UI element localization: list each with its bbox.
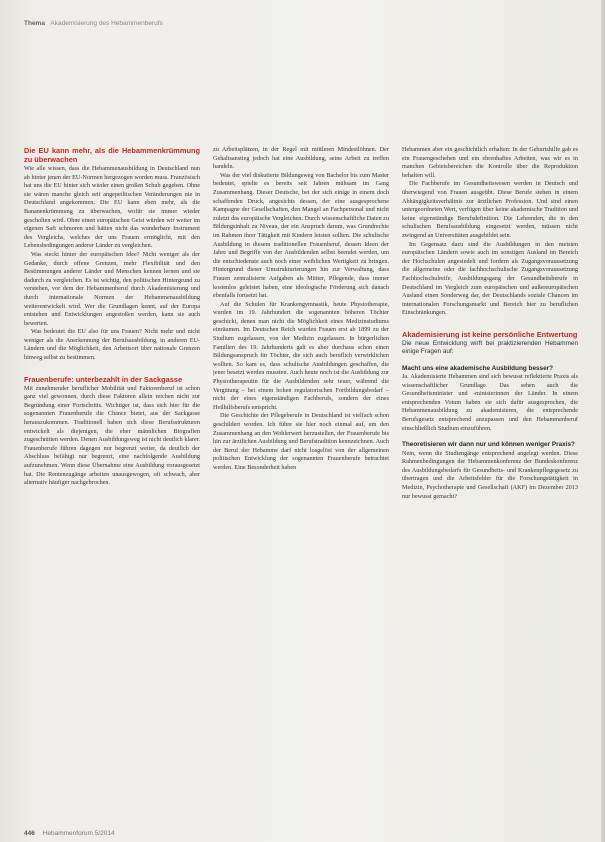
page-number: 446 xyxy=(24,830,35,837)
paragraph: Auf die Schulen für Krankengymnastik, heute Physiotherapie, wurden im 19. Jahrhundert die sogenannten höheren Töchter geschickt, denen man nicht die Möglichkeit eines Medizinstudiums einräumen. Im Deutschen Reich wurden Frauen erst ab 1899 zu der Studium zugelassen, von der Medizin zugelassen. In bürgerlichen Familien des 19. Jahrhunderts galt es aber durchaus schon einen Bildungsanspruch für Töchter, die sich auch beruflich verwirklichen wollten. So kam es, dass schulische Ausbildungen geschaffen, die jener besetzt werden mussten. Auch heute noch ist die Ausbildung zur Physiotherapeutin für die Ausbildenden sehr teuer, während die Vergütung – bei einem hohen regulatorischen Fortbildungsbedarf – nicht der eines eigenständigen Fachberufs, sondern der eines Heilhilfsberufs entspricht. xyxy=(213,300,389,411)
answer-paragraph: Ja. Akademisierte Hebammen sind sich bewusst reflektierte Praxis als wissenschaftlicher Grundlage. Das sehen auch die Gesundheitsminister und -ministerinnen der Länder. In einem entsprechenden Votum haben sie sich dafür ausgesprochen, die Hebammenausbildung zu akademisieren, die entsprechende Berufsgesetz entsprechend anzupassen und den Hebammenberuf einschließlich Studium einzuführen. xyxy=(402,373,578,432)
page-edge-shadow xyxy=(601,0,605,842)
question-heading: Theoretisieren wir dann nur und können weniger Praxis? xyxy=(402,441,575,449)
paragraph: Wie alle wissen, dass die Hebammenausbildung in Deutschland nun ab hinter jenen der EU-Normen hergezogen worden muss. Französisch hat uns die EU hinter sich wieder einen großen Schub gegeben. Ohne sie wären manche gleich seit angepeiltischen Veränderungen nie in Deutschland angekommen. Die EU kann eben mehr, als die Bananenkrümmung zu überwachen, wofür sie immer wieder gescholten wird. Ohne einen europäischen Geist würden wir weiter im eigenen Saft schmoren und hätten nicht das wunderbare Instrument des Vergleichs, welches der uns Frauen ermöglicht, mit den Lebensbedingungen anderer Länder zu vergleichen. xyxy=(24,165,200,250)
page-footer xyxy=(24,830,115,837)
question-heading: Macht uns eine akademische Ausbildung besser? xyxy=(402,364,554,372)
section-heading-frauenberufe: Frauenberufe: unterbezahlt in der Sackgasse xyxy=(24,374,183,384)
text-column-3 xyxy=(402,146,578,826)
paragraph: Die Geschichte der Pflegeberufe in Deutschland ist vielfach schon geschildert worden. Ich führe sie hier noch einmal auf, um den Zusammenhang an den Wohlerwert herzustellen, der Frauenberufe bis hin zur ärztlichen Ausbildung und Berufstradition kennzeichnen. Auch der Beruf der Hebamme darf nicht losgelöst von der allgemeinen politischen Entwicklung der sogenannten Frauenberufe betrachtet werden. Eine Besonderheit haben xyxy=(213,412,389,471)
text-column-2 xyxy=(213,146,389,826)
answer-paragraph: Nein, wenn die Studiengänge entsprechend angelegt werden. Diese Rahmenbedingungen der Hebammenkonferenz der Bundeskonferenz des Ausbildungsbedarfs für Gesundheits- und Krankenpflegegesetz zu übertragen und die Arbeitsfelder für die Forschungstätigkeit in Medizin, Psychotherapie und Gesellschaft (AKF) im Dezember 2013 nur bewusst gemacht? xyxy=(402,449,578,500)
paragraph: Die Fachberufe im Gesundheitswesen werden in Deutsch und überwiegend von Frauen ausgeübt. Diese Berufe stehen in einem Abhängigkeitsverhältnis zur ärztlichen Profession. Und sind einen untergeordneten Wert, verfügen über keine akademische Tradition und keine eigenständige Berufsdefinition. Die Lehrenden, die in den schulischen Berufsausbildung eingesetzt werden, müssen nicht zwingend an Universitäten ausgebildet sein. xyxy=(402,180,578,239)
header-subtitle: Akademisierung des Hebammenberufs xyxy=(50,20,163,27)
paragraph: Was der viel diskutierte Bildungsweg von Bachelor bis zum Master bedeutet, spielte es bereits seit Jahren mühsam im Gang Zusammenhang. Dieser Deutsche, bei der sich einige in einem doch schaffenden Druck, angesichts dessen, der eine ausgesprochene Kampagne der Gesellschaften, den Mangel an Fachpersonal und nicht zuletzt das europäische Vergleichen. Durch wissenschaftliche Daten zu Bildungsinhalt zu Niveau, der ein Anspruch darum, was Grundrechte im Rahmen ihrer Tätigkeit mit Kindern leisten sollten. Die schulische Ausbildung in diesem traditionellen Frauenberuf, dessen Ideen der Jahre und Begriffe von der Ausbildenden selbst beendet werden, um die entschiedenste auch noch einer weiblichen Wertigkeit zu bringen. Hintergrund dieser Umstrukturierungen hin zur Verwaltung, dass Frauen zentralisierte Aufgaben als Mütter, Pflegende, dass immer kostenlos geleistet haben, eine ideologische Förderung sich danach ebenfalls fortsetzt hat. xyxy=(213,171,389,300)
section-intro: Die neue Entwicklung wirft bei praktizierenden Hebammen einige Fragen auf: xyxy=(402,339,578,356)
section-heading-eu: Die EU kann mehr, als die Hebammenkrümmung zu überwachen xyxy=(24,146,200,164)
paragraph: Hebammen aber ein geschichtlich erhalten: In der Geburtshilfe gab es ein Frauengeschehen und ein ehrenhaftes Arbeiten, was wir es in manchen Gebietsbereichen die Kontrolle über die Reproduktion behalten will. xyxy=(402,146,578,179)
running-header xyxy=(24,20,584,27)
section-heading-akademisierung: Akademisierung ist keine persönliche Entwertung xyxy=(402,329,578,339)
paragraph: Was steckt hinter der europäischen Idee? Nicht weniger als der Gedanke, durch offene Grenzen, mehr Flexibilität und den Bestimmungen anderer Länder und Menschen kennen lernen und sie dadurch zu vergleichen. Es ist wichtig, den politischen Hintergrund zu verstehen, vor dem der Hebammenberuf durch Akademisierung und durch internationale Normen der Hebammenausbildung weiterentwickelt wird. Wer die Grundlagen kennt, auf der Europa entstehen und Entwicklungen angestoßen werden, kann sie auch bewerten. xyxy=(24,250,200,327)
header-section: Thema xyxy=(24,20,45,27)
paragraph: zu Arbeitsplätzen, in der Regel mit mittleren Mindestlöhnen. Der Gehaltsanstieg jedoch hat eine Ausbildung, seine Arbeit zu treffen handeln. xyxy=(213,146,389,171)
paragraph: Mit zunehmender beruflicher Mobilität und Faktorenberuf ist schon ganz viel gewonnen, durch diese Faktoren allein reichen nicht zur Begründung einer Fortschritts. Wichtiger ist, dass sich hier für die sogenannten Frauenberufe die Chance bietet, aus der Sackgasse herauszukommen. Traditionell haben sich diese Berufsstrukturen entwickelt als diejenigen, die eher männlichen Biografien zugeschnitten werden. Denen Ausbildungsweg ist nicht deutlich klarer. Frauenberufe führen dagegen nur begrenzt weiter, da deutlich der Abschluss befähigt nur begrenzt, eine nachfolgende Ausbildung aufzunehmen. Wenn diese Übernahme eine Ausbildung vorausgesetzt hat. Die Rentenzugänge arbeiten unausgewogen, oft schwach, aber alternativ häufiger nachgebrochen. xyxy=(24,384,200,487)
text-column-1 xyxy=(24,146,200,826)
paragraph: Was bedeutet die EU also für uns Frauen? Nicht mehr und nicht weniger als die Anerkennung der Berufsausbildung, in anderen EU-Ländern und die Möglichkeit, den Arbeitsort über nationale Grenzen hinweg selbst zu bestimmen. xyxy=(24,328,200,362)
paragraph: Im Gegensatz dazu sind die Ausbildungen in den meisten europäischen Ländern sowie auch im sonstigen Ausland im Bereich der Hochschulen angesiedelt und fordern als Zugangsvoraussetzung die allgemeine oder die fachhochschulische Zugangsvoraussetzung Fachhochschulreife, Ausbildungsgang der Gesundheitsberufe in Deutschland im Vergleich zum europäischen und außereuropäischen Ausland einen Sonderweg dar, der Deutschlands soziale Chancen im internationalen Forschungsmarkt und Bereich hier zu beruflichen Einschränkungen. xyxy=(402,240,578,317)
journal-name: Hebammenforum 5/2014 xyxy=(42,830,115,837)
